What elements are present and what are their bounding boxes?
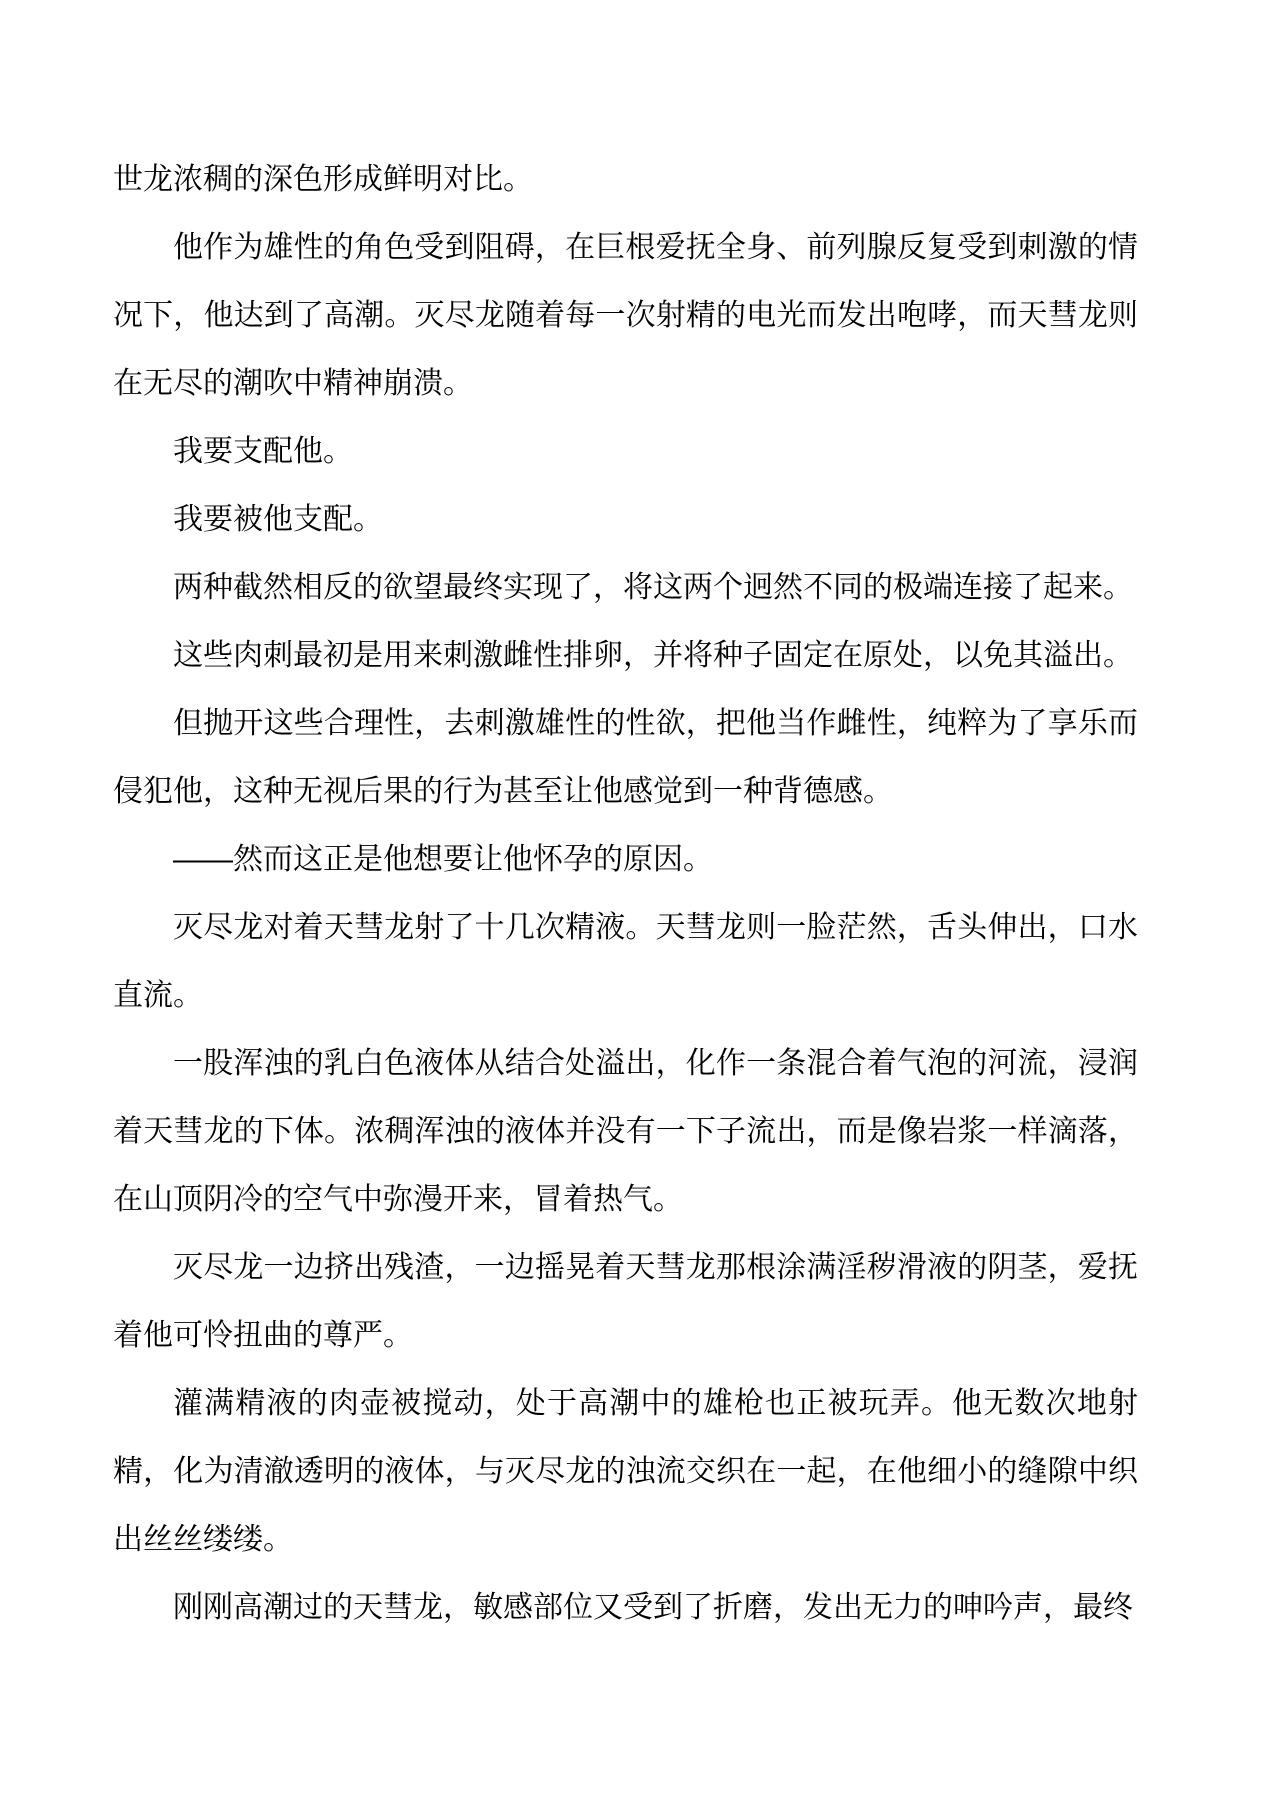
paragraph: 我要被他支配。 <box>173 503 383 536</box>
paragraph: 世龙浓稠的深色形成鲜明对比。 <box>113 163 533 196</box>
paragraph: 一股浑浊的乳白色液体从结合处溢出，化作一条混合着气泡的河流，浸润着天彗龙的下体。浓稠浑浊的液体并没有一下子流出，而是像岩浆一样滴落，在山顶阴冷的空气中弥漫开来，冒着热气。 <box>113 1047 1138 1216</box>
paragraph: 灌满精液的肉壶被搅动，处于高潮中的雄枪也正被玩弄。他无数次地射精，化为清澈透明的液体，与灭尽龙的浊流交织在一起，在他细小的缝隙中织出丝丝缕缕。 <box>113 1387 1138 1556</box>
paragraph: 灭尽龙对着天彗龙射了十几次精液。天彗龙则一脸茫然，舌头伸出，口水直流。 <box>113 911 1138 1012</box>
paragraph: 这些肉刺最初是用来刺激雌性排卵，并将种子固定在原处，以免其溢出。 <box>173 639 1133 672</box>
paragraph: 他作为雄性的角色受到阻碍，在巨根爱抚全身、前列腺反复受到刺激的情况下，他达到了高潮。灭尽龙随着每一次射精的电光而发出咆哮，而天彗龙则在无尽的潮吹中精神崩溃。 <box>113 231 1138 400</box>
paragraph: ——然而这正是他想要让他怀孕的原因。 <box>173 843 713 876</box>
paragraph: 我要支配他。 <box>173 435 353 468</box>
paragraph: 但抛开这些合理性，去刺激雄性的性欲，把他当作雌性，纯粹为了享乐而侵犯他，这种无视后果的行为甚至让他感觉到一种背德感。 <box>113 707 1138 808</box>
paragraph: 灭尽龙一边挤出残渣，一边摇晃着天彗龙那根涂满淫秽滑液的阴茎，爱抚着他可怜扭曲的尊严。 <box>113 1251 1138 1352</box>
paragraph: 两种截然相反的欲望最终实现了，将这两个迥然不同的极端连接了起来。 <box>173 571 1133 604</box>
paragraph: 刚刚高潮过的天彗龙，敏感部位又受到了折磨，发出无力的呻吟声，最终 <box>173 1591 1133 1624</box>
